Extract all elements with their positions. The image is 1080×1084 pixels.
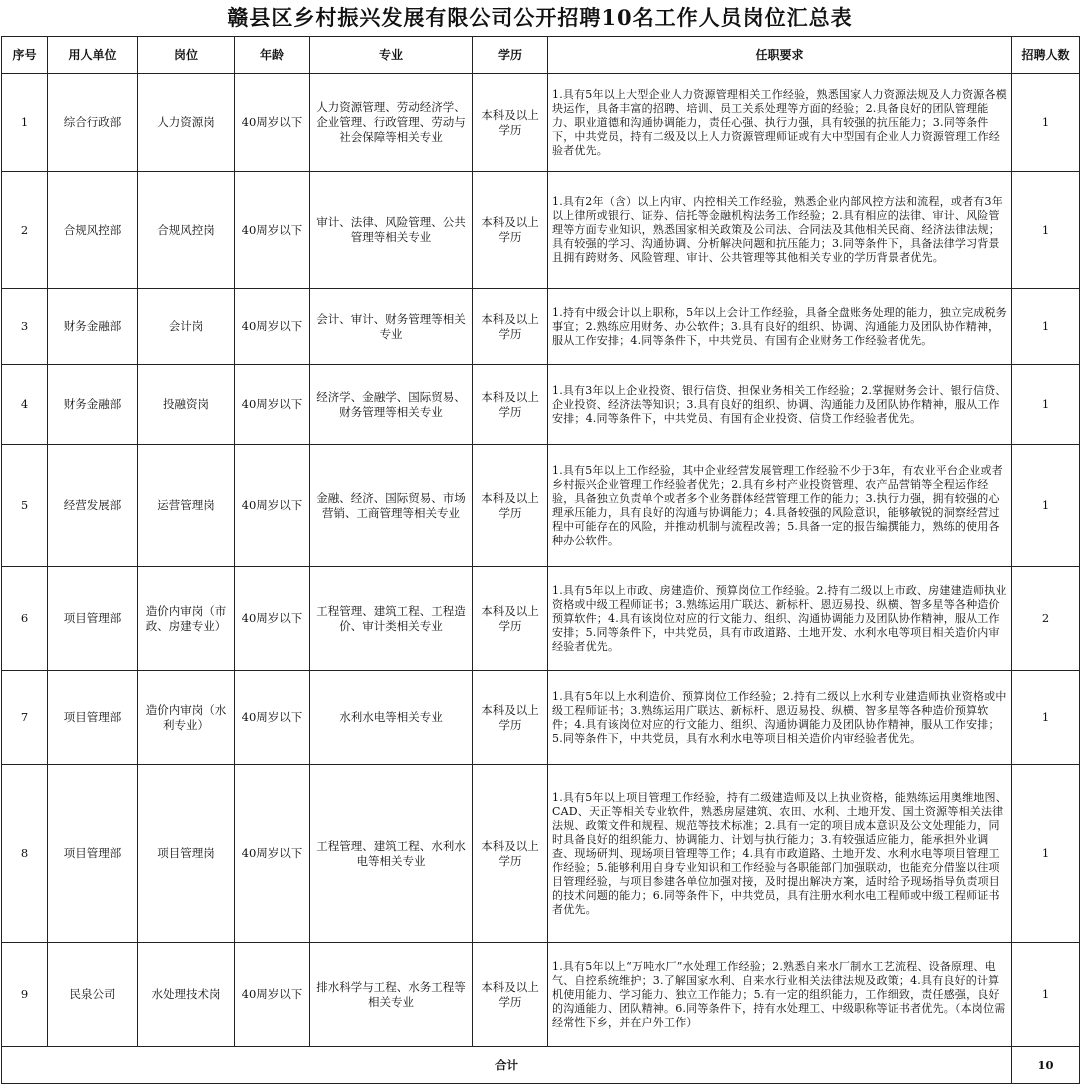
row-age: 40周岁以下 <box>235 74 310 172</box>
row-seq: 3 <box>2 289 48 365</box>
page-title: 赣县区乡村振兴发展有限公司公开招聘10名工作人员岗位汇总表 <box>227 5 853 30</box>
table-row <box>2 74 1080 172</box>
row-major: 工程管理、建筑工程、工程造价、审计类相关专业 <box>310 567 473 671</box>
row-count: 1 <box>1012 172 1080 289</box>
row-count: 1 <box>1012 74 1080 172</box>
row-seq: 1 <box>2 74 48 172</box>
row-major: 水利水电等相关专业 <box>310 671 473 765</box>
row-education: 本科及以上学历 <box>473 671 548 765</box>
row-requirements: 1.具有5年以上市政、房建造价、预算岗位工作经验。2.持有二级以上市政、房建建造师执业资格或中级工程师证书；3.熟练运用广联达、新标杆、恩迈易投、纵横、智多星等各种造价预算软件；4.具有该岗位对应的行文能力、组织、沟通协调能力及团队协作精神，服从工作安排；5.同等条件下，中共党员，具有市政道路、土地开发、水利水电等项目相关造价内审经验者优先。 <box>548 567 1012 671</box>
row-age: 40周岁以下 <box>235 365 310 445</box>
row-education: 本科及以上学历 <box>473 445 548 567</box>
row-requirements: 1.具有5年以上工作经验，其中企业经营发展管理工作经验不少于3年，有农业平台企业或者乡村振兴企业管理工作经验者优先；2.具有乡村产业投资管理、农产品营销等全程运作经验，具备独立负责单个或者多个业务群体经营管理工作的能力；3.执行力强，拥有较强的心理承压能力，具有良好的沟通与协调能力；4.具备较强的风险意识，能够敏锐的洞察经营过程中可能存在的风险，并推动机制与流程改善；5.具备一定的报告编撰能力，熟练的使用各种办公软件。 <box>548 445 1012 567</box>
table-row <box>2 567 1080 671</box>
total-row <box>2 1047 1080 1084</box>
row-age: 40周岁以下 <box>235 943 310 1047</box>
header-major: 专业 <box>310 37 473 74</box>
row-seq: 8 <box>2 765 48 943</box>
row-position: 造价内审岗（水利专业） <box>138 671 235 765</box>
row-seq: 9 <box>2 943 48 1047</box>
row-count: 1 <box>1012 445 1080 567</box>
row-seq: 6 <box>2 567 48 671</box>
header-count: 招聘人数 <box>1012 37 1080 74</box>
table-row <box>2 365 1080 445</box>
row-position: 运营管理岗 <box>138 445 235 567</box>
row-major: 经济学、金融学、国际贸易、财务管理等相关专业 <box>310 365 473 445</box>
header-unit: 用人单位 <box>48 37 138 74</box>
row-major: 排水科学与工程、水务工程等相关专业 <box>310 943 473 1047</box>
header-seq: 序号 <box>2 37 48 74</box>
row-unit: 民泉公司 <box>48 943 138 1047</box>
header-position: 岗位 <box>138 37 235 74</box>
row-position: 投融资岗 <box>138 365 235 445</box>
header-education: 学历 <box>473 37 548 74</box>
row-count: 2 <box>1012 567 1080 671</box>
table-row <box>2 671 1080 765</box>
row-position: 会计岗 <box>138 289 235 365</box>
row-age: 40周岁以下 <box>235 765 310 943</box>
row-count: 1 <box>1012 671 1080 765</box>
row-education: 本科及以上学历 <box>473 289 548 365</box>
row-unit: 综合行政部 <box>48 74 138 172</box>
table-row <box>2 445 1080 567</box>
row-major: 会计、审计、财务管理等相关专业 <box>310 289 473 365</box>
row-education: 本科及以上学历 <box>473 943 548 1047</box>
row-requirements: 1.具有5年以上“万吨水厂”水处理工作经验；2.熟悉自来水厂制水工艺流程、设备原理、电气、自控系统维护；3.了解国家水利、自来水行业相关法律法规及政策；4.具有良好的计算机使用能力、学习能力、独立工作能力；5.有一定的组织能力，工作细致，责任感强，良好的沟通能力、团队精神。6.同等条件下，持有水处理工、中级职称等证书者优先。（本岗位需经常性下乡，并在户外工作） <box>548 943 1012 1047</box>
row-unit: 财务金融部 <box>48 289 138 365</box>
positions-table <box>1 36 1080 1084</box>
row-age: 40周岁以下 <box>235 172 310 289</box>
total-label: 合计 <box>2 1047 1012 1084</box>
row-position: 合规风控岗 <box>138 172 235 289</box>
row-position: 项目管理岗 <box>138 765 235 943</box>
row-seq: 5 <box>2 445 48 567</box>
row-seq: 4 <box>2 365 48 445</box>
row-education: 本科及以上学历 <box>473 74 548 172</box>
row-requirements: 1.具有2年（含）以上内审、内控相关工作经验，熟悉企业内部风控方法和流程，或者有3年以上律所或银行、证券、信托等金融机构法务工作经验；2.具有相应的法律、审计、风险管理等方面专业知识，熟悉国家相关政策及公司法、合同法及其他相关民商、经济法律法规；具有较强的学习、沟通协调、分析解决问题和抗压能力；3.同等条件下，具备法律学习背景且拥有跨财务、风险管理、审计、公共管理等其他相关专业的学历背景者优先。 <box>548 172 1012 289</box>
row-seq: 2 <box>2 172 48 289</box>
table-row <box>2 765 1080 943</box>
row-unit: 项目管理部 <box>48 671 138 765</box>
header-row <box>2 37 1080 74</box>
row-unit: 财务金融部 <box>48 365 138 445</box>
row-position: 人力资源岗 <box>138 74 235 172</box>
row-education: 本科及以上学历 <box>473 567 548 671</box>
row-age: 40周岁以下 <box>235 445 310 567</box>
row-education: 本科及以上学历 <box>473 172 548 289</box>
row-education: 本科及以上学历 <box>473 365 548 445</box>
row-education: 本科及以上学历 <box>473 765 548 943</box>
row-requirements: 1.具有5年以上大型企业人力资源管理相关工作经验，熟悉国家人力资源法规及人力资源各模块运作，具备丰富的招聘、培训、员工关系处理等方面的经验；2.具备良好的团队管理能力、职业道德和沟通协调能力，责任心强、执行力强，具有较强的抗压能力；3.同等条件下，中共党员，持有二级及以上人力资源管理师证或有大中型国有企业人力资源管理工作经验者优先。 <box>548 74 1012 172</box>
row-major: 金融、经济、国际贸易、市场营销、工商管理等相关专业 <box>310 445 473 567</box>
row-major: 人力资源管理、劳动经济学、企业管理、行政管理、劳动与社会保障等相关专业 <box>310 74 473 172</box>
row-requirements: 1.具有5年以上项目管理工作经验，持有二级建造师及以上执业资格，能熟练运用奥维地图、CAD、天正等相关专业软件，熟悉房屋建筑、农田、水利、土地开发、国土资源等相关法律法规、政策文件和规程、规范等技术标准；2.具有一定的项目成本意识及公文处理能力，同时具备良好的组织能力、协调能力、计划与执行能力；3.有较强适应能力，能承担外业调查、现场研判、现场项目管理等工作；4.具有市政道路、土地开发、水利水电等项目管理工作经验；5.能够利用自身专业知识和工作经验与各职能部门加强联动，也能充分借鉴以往项目管理经验，与项目参建各单位加强对接，及时提出解决方案，适时给予现场指导负责项目的技术问题的能力；6.同等条件下，中共党员，具有注册水利水电工程师或中级工程师证书者优先。 <box>548 765 1012 943</box>
table-row <box>2 289 1080 365</box>
row-requirements: 1.具有3年以上企业投资、银行信贷、担保业务相关工作经验；2.掌握财务会计、银行信贷、企业投资、经济法等知识；3.具有良好的组织、协调、沟通能力及团队协作精神，服从工作安排；4.同等条件下，中共党员、有国有企业投资、信贷工作经验者优先。 <box>548 365 1012 445</box>
row-major: 工程管理、建筑工程、水利水电等相关专业 <box>310 765 473 943</box>
row-count: 1 <box>1012 289 1080 365</box>
row-unit: 合规风控部 <box>48 172 138 289</box>
table-row <box>2 172 1080 289</box>
row-unit: 项目管理部 <box>48 567 138 671</box>
row-major: 审计、法律、风险管理、公共管理等相关专业 <box>310 172 473 289</box>
row-count: 1 <box>1012 943 1080 1047</box>
row-requirements: 1.持有中级会计以上职称，5年以上会计工作经验，具备全盘账务处理的能力，独立完成税务事宜；2.熟练应用财务、办公软件；3.具有良好的组织、协调、沟通能力及团队协作精神，服从工作安排；4.同等条件下，中共党员、有国有企业财务工作经验者优先。 <box>548 289 1012 365</box>
table-row <box>2 943 1080 1047</box>
header-requirements: 任职要求 <box>548 37 1012 74</box>
row-age: 40周岁以下 <box>235 289 310 365</box>
row-position: 造价内审岗（市政、房建专业） <box>138 567 235 671</box>
total-count: 10 <box>1012 1047 1080 1084</box>
row-age: 40周岁以下 <box>235 671 310 765</box>
row-unit: 项目管理部 <box>48 765 138 943</box>
row-count: 1 <box>1012 765 1080 943</box>
header-age: 年龄 <box>235 37 310 74</box>
row-requirements: 1.具有5年以上水利造价、预算岗位工作经验；2.持有二级以上水利专业建造师执业资格或中级工程师证书；3.熟练运用广联达、新标杆、恩迈易投、纵横、智多星等各种造价预算软件；4.具有该岗位对应的行文能力、组织、沟通协调能力及团队协作精神，服从工作安排；5.同等条件下，中共党员，具有水利水电等项目相关造价内审经验者优先。 <box>548 671 1012 765</box>
row-count: 1 <box>1012 365 1080 445</box>
row-age: 40周岁以下 <box>235 567 310 671</box>
row-position: 水处理技术岗 <box>138 943 235 1047</box>
row-seq: 7 <box>2 671 48 765</box>
row-unit: 经营发展部 <box>48 445 138 567</box>
